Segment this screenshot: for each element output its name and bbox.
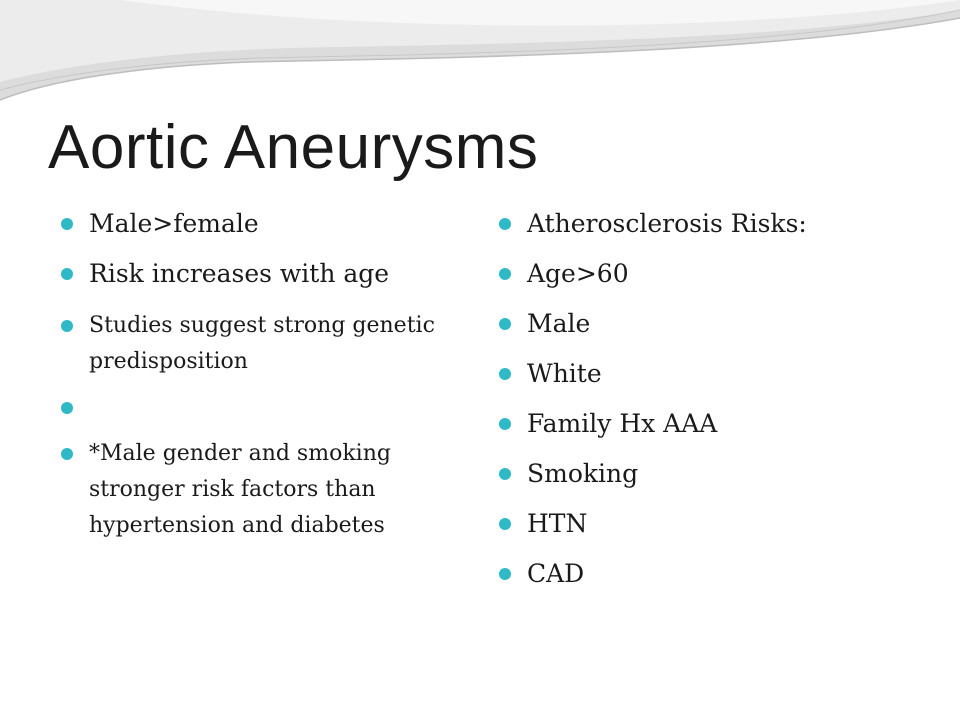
bullet-icon (61, 320, 73, 332)
list-item-text: *Male gender and smoking stronger risk factors than hypertension and diabetes (89, 441, 391, 538)
bullet-icon (61, 402, 73, 414)
list-item (60, 436, 470, 544)
bullet-icon (499, 418, 511, 430)
list-item (498, 508, 918, 540)
list-item (498, 408, 918, 440)
bullet-icon (61, 448, 73, 460)
bullet-icon (499, 268, 511, 280)
bullet-icon (499, 568, 511, 580)
bullet-icon (61, 268, 73, 280)
list-item-text: Male (527, 309, 591, 338)
bullet-icon (61, 218, 73, 230)
list-item-text: Male>female (89, 209, 259, 238)
bullet-icon (499, 318, 511, 330)
list-item-text: Age>60 (527, 259, 629, 288)
bullet-icon (499, 518, 511, 530)
list-item-empty (60, 390, 470, 426)
slide-title: Aortic Aneurysms (48, 113, 539, 182)
list-item (60, 208, 470, 240)
list-item (498, 358, 918, 390)
list-item-text: White (527, 359, 602, 388)
list-item (498, 458, 918, 490)
left-bullet-list (60, 208, 470, 554)
list-item-text: HTN (527, 509, 588, 538)
list-item-text: Atherosclerosis Risks: (527, 209, 807, 238)
list-item (498, 208, 918, 240)
list-item-text: Studies suggest strong genetic predisposition (89, 313, 435, 374)
list-item-text: Risk increases with age (89, 259, 390, 288)
list-item (498, 558, 918, 590)
bullet-icon (499, 368, 511, 380)
list-item (60, 258, 470, 290)
bullet-icon (499, 218, 511, 230)
list-item (498, 258, 918, 290)
list-item (498, 308, 918, 340)
list-item (60, 308, 470, 380)
list-item-text: Smoking (527, 459, 639, 488)
header-swoosh-decoration (0, 0, 960, 130)
bullet-icon (499, 468, 511, 480)
list-item-text: Family Hx AAA (527, 409, 718, 438)
right-bullet-list (498, 208, 918, 608)
list-item-text: CAD (527, 559, 585, 588)
